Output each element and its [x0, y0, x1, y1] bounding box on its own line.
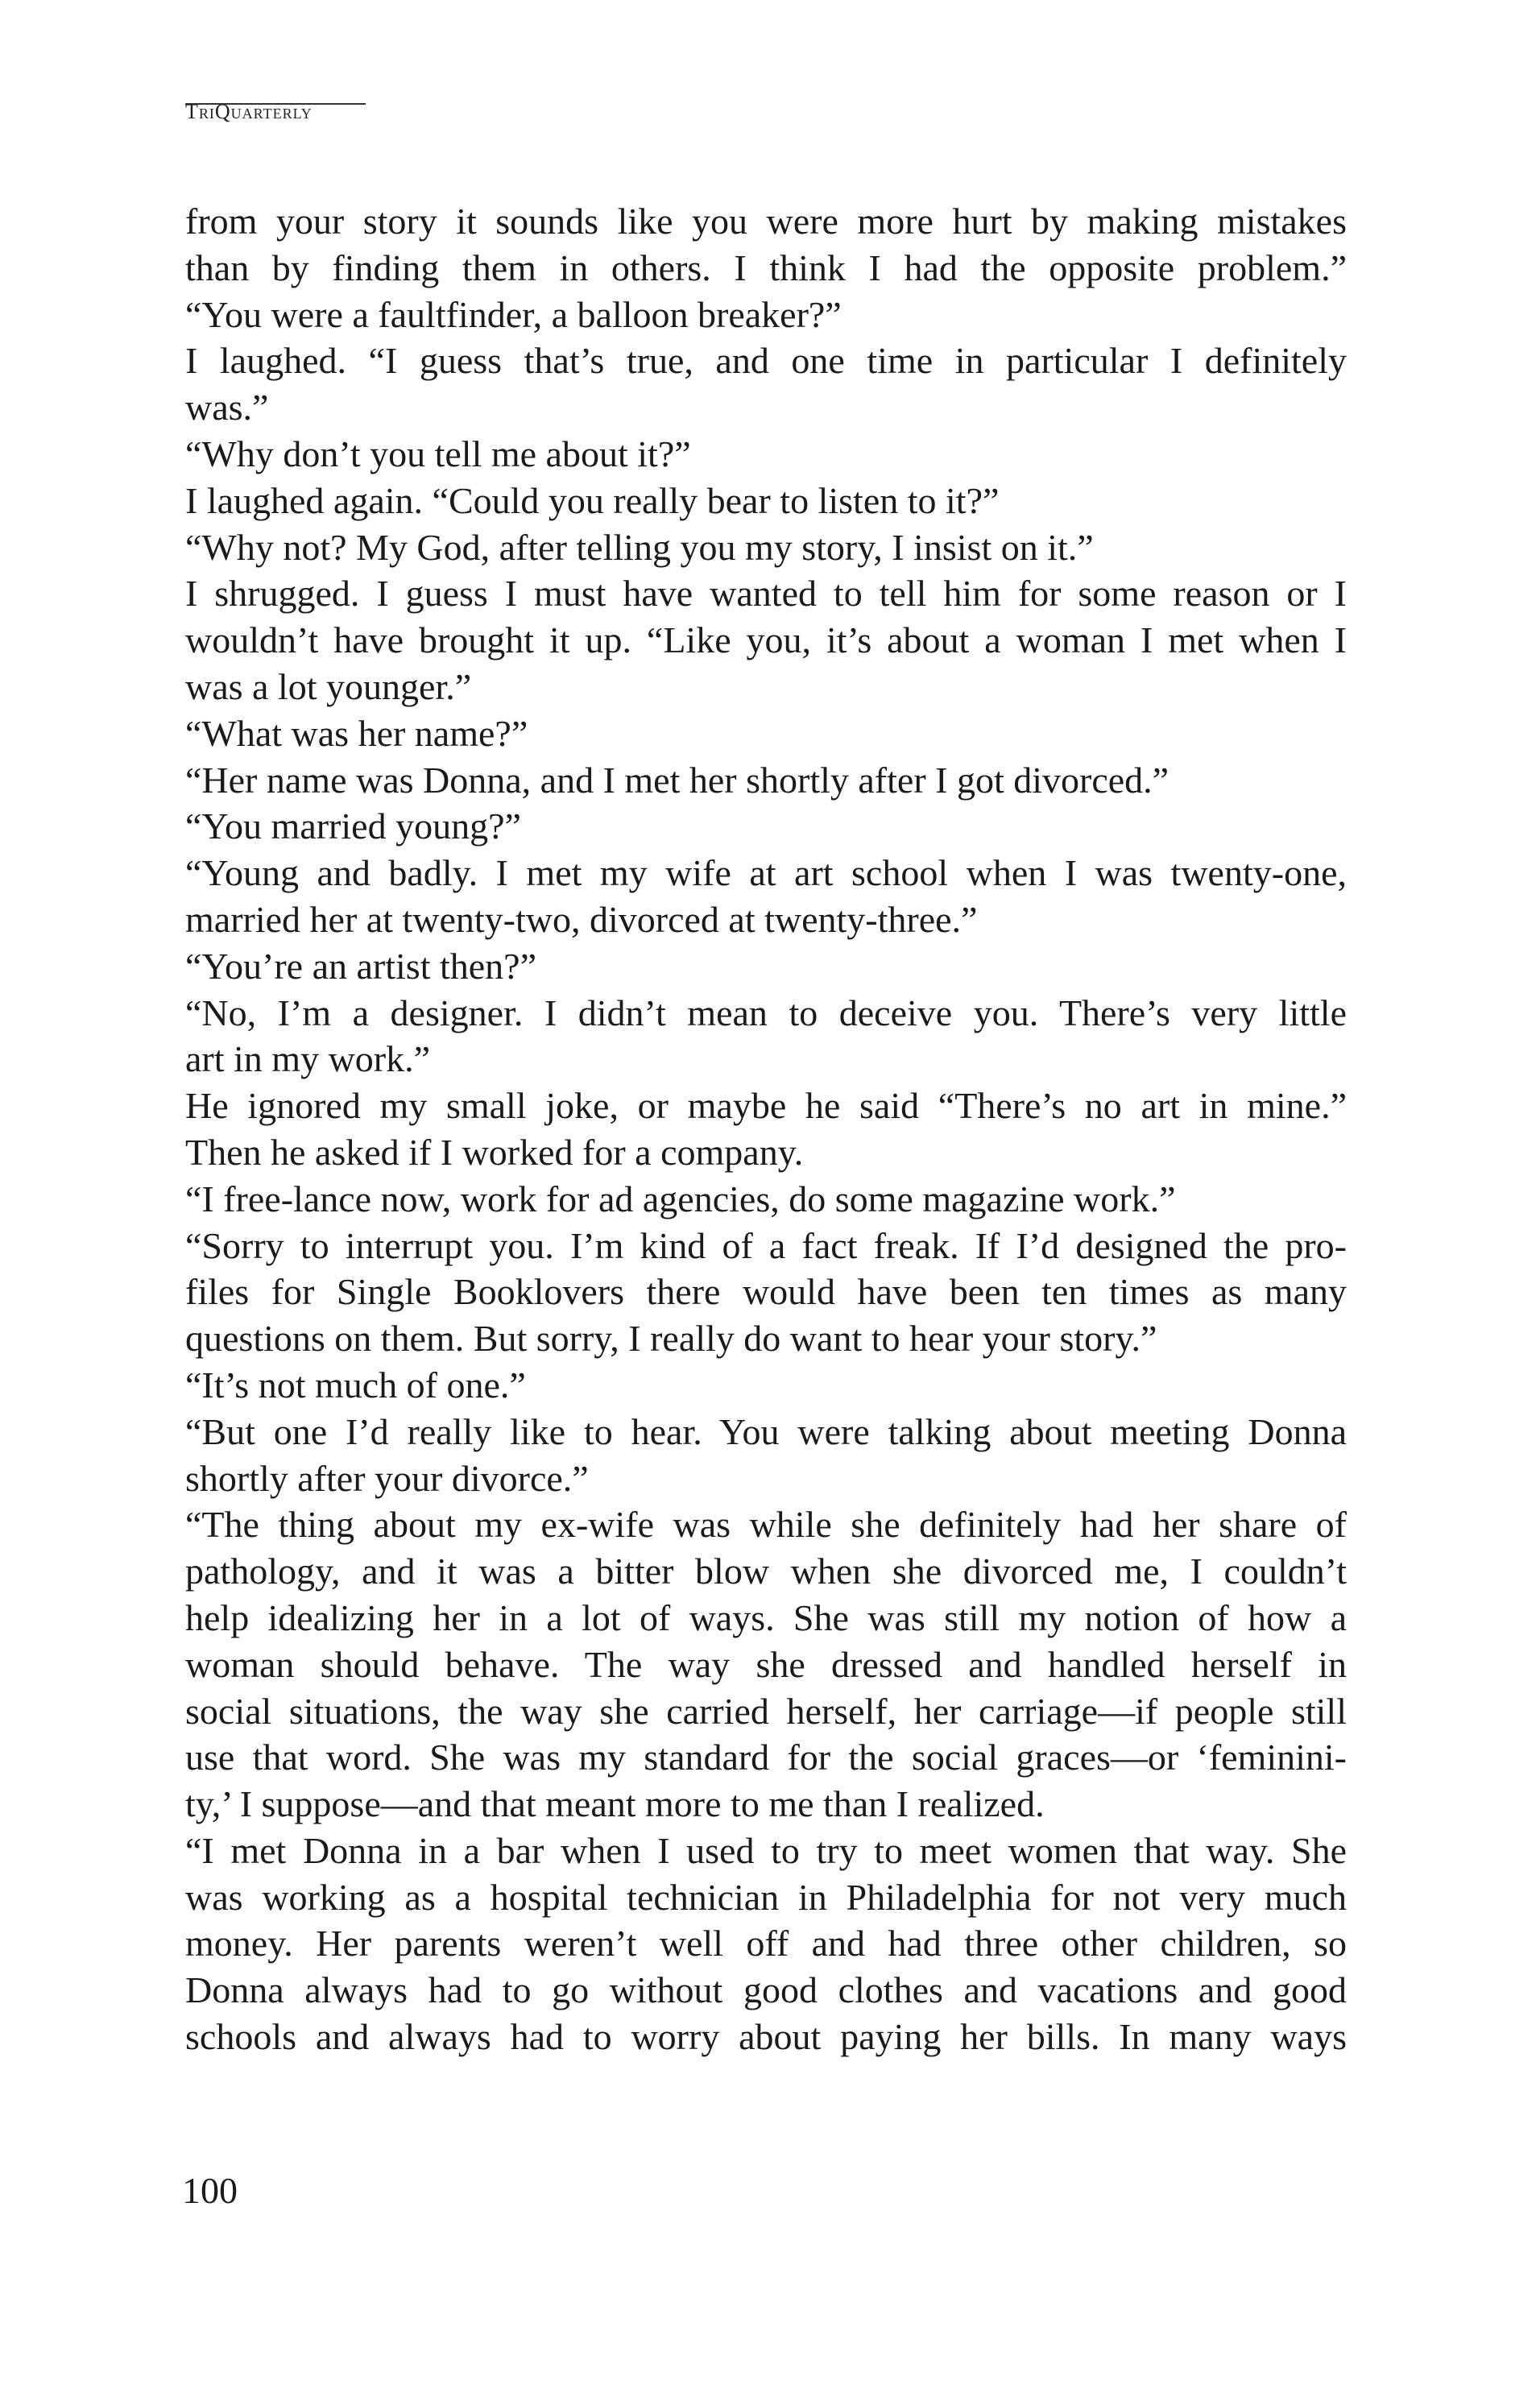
text-line: “It’s not much of one.” [185, 1364, 526, 1406]
text-line: He ignored my small joke, or maybe he said “There’s no art in mine.” [185, 1085, 1347, 1127]
text-line: “You’re an artist then?” [185, 945, 537, 987]
text-line: was working as a hospital technician in Philadelphia for not very much [185, 1876, 1347, 1918]
text-line: I shrugged. I guess I must have wanted to tell him for some reason or I [185, 573, 1347, 615]
text-line: “Young and badly. I met my wife at art school when I was twenty-one, [185, 852, 1347, 894]
text-line: “I met Donna in a bar when I used to try to meet women that way. She [185, 1829, 1347, 1871]
text-line: “You married young?” [185, 805, 521, 847]
text-line: help idealizing her in a lot of ways. She was still my notion of how a [185, 1596, 1347, 1638]
text-line: “The thing about my ex-wife was while she definitely had her share of [185, 1504, 1347, 1546]
text-line: “What was her name?” [185, 712, 528, 754]
text-line: “Why not? My God, after telling you my story, I insist on it.” [185, 526, 1094, 568]
text-line: “You were a faultfinder, a balloon breaker?” [185, 293, 842, 335]
text-line: money. Her parents weren’t well off and had three other children, so [185, 1923, 1347, 1964]
text-line: “Her name was Donna, and I met her shortly after I got divorced.” [185, 759, 1169, 801]
text-line: “Why don’t you tell me about it?” [185, 433, 691, 474]
text-line: “I free-lance now, work for ad agencies, do some magazine work.” [185, 1178, 1176, 1219]
text-line: Then he asked if I worked for a company. [185, 1131, 804, 1173]
text-line: was a lot younger.” [185, 665, 472, 707]
text-line: wouldn’t have brought it up. “Like you, it’s about a woman I met when I [185, 619, 1347, 661]
text-line: I laughed. “I guess that’s true, and one time in particular I definitely [185, 340, 1347, 382]
text-line: “Sorry to interrupt you. I’m kind of a fact freak. If I’d designed the pro- [185, 1224, 1347, 1266]
text-line: files for Single Booklovers there would have been ten times as many [185, 1271, 1347, 1313]
page-number: 100 [182, 2170, 238, 2211]
text-line: questions on them. But sorry, I really do want to hear your story.” [185, 1318, 1157, 1360]
text-line: married her at twenty-two, divorced at twenty-three.” [185, 898, 978, 940]
text-line: art in my work.” [185, 1038, 431, 1080]
text-line: “No, I’m a designer. I didn’t mean to deceive you. There’s very little [185, 992, 1347, 1033]
text-line: use that word. She was my standard for the social graces—or ‘feminini- [185, 1737, 1347, 1778]
text-line: was.” [185, 387, 269, 429]
body-text [185, 198, 1347, 2060]
text-line: from your story it sounds like you were more hurt by making mistakes [185, 201, 1347, 242]
text-line: woman should behave. The way she dressed and handled herself in [185, 1643, 1347, 1685]
text-line: Donna always had to go without good clothes and vacations and good [185, 1969, 1347, 2011]
text-line: schools and always had to worry about paying her bills. In many ways [185, 2016, 1347, 2058]
running-head: TriQuarterly [185, 100, 313, 123]
text-line: than by finding them in others. I think I had the opposite problem.” [185, 246, 1347, 288]
text-line: shortly after your divorce.” [185, 1457, 589, 1499]
text-line: I laughed again. “Could you really bear to listen to it?” [185, 479, 1000, 521]
text-line: ty,’ I suppose—and that meant more to me than I realized. [185, 1783, 1045, 1825]
text-line: “But one I’d really like to hear. You were talking about meeting Donna [185, 1410, 1347, 1452]
text-line: pathology, and it was a bitter blow when she divorced me, I couldn’t [185, 1550, 1347, 1592]
text-line: social situations, the way she carried herself, her carriage—if people still [185, 1690, 1347, 1732]
